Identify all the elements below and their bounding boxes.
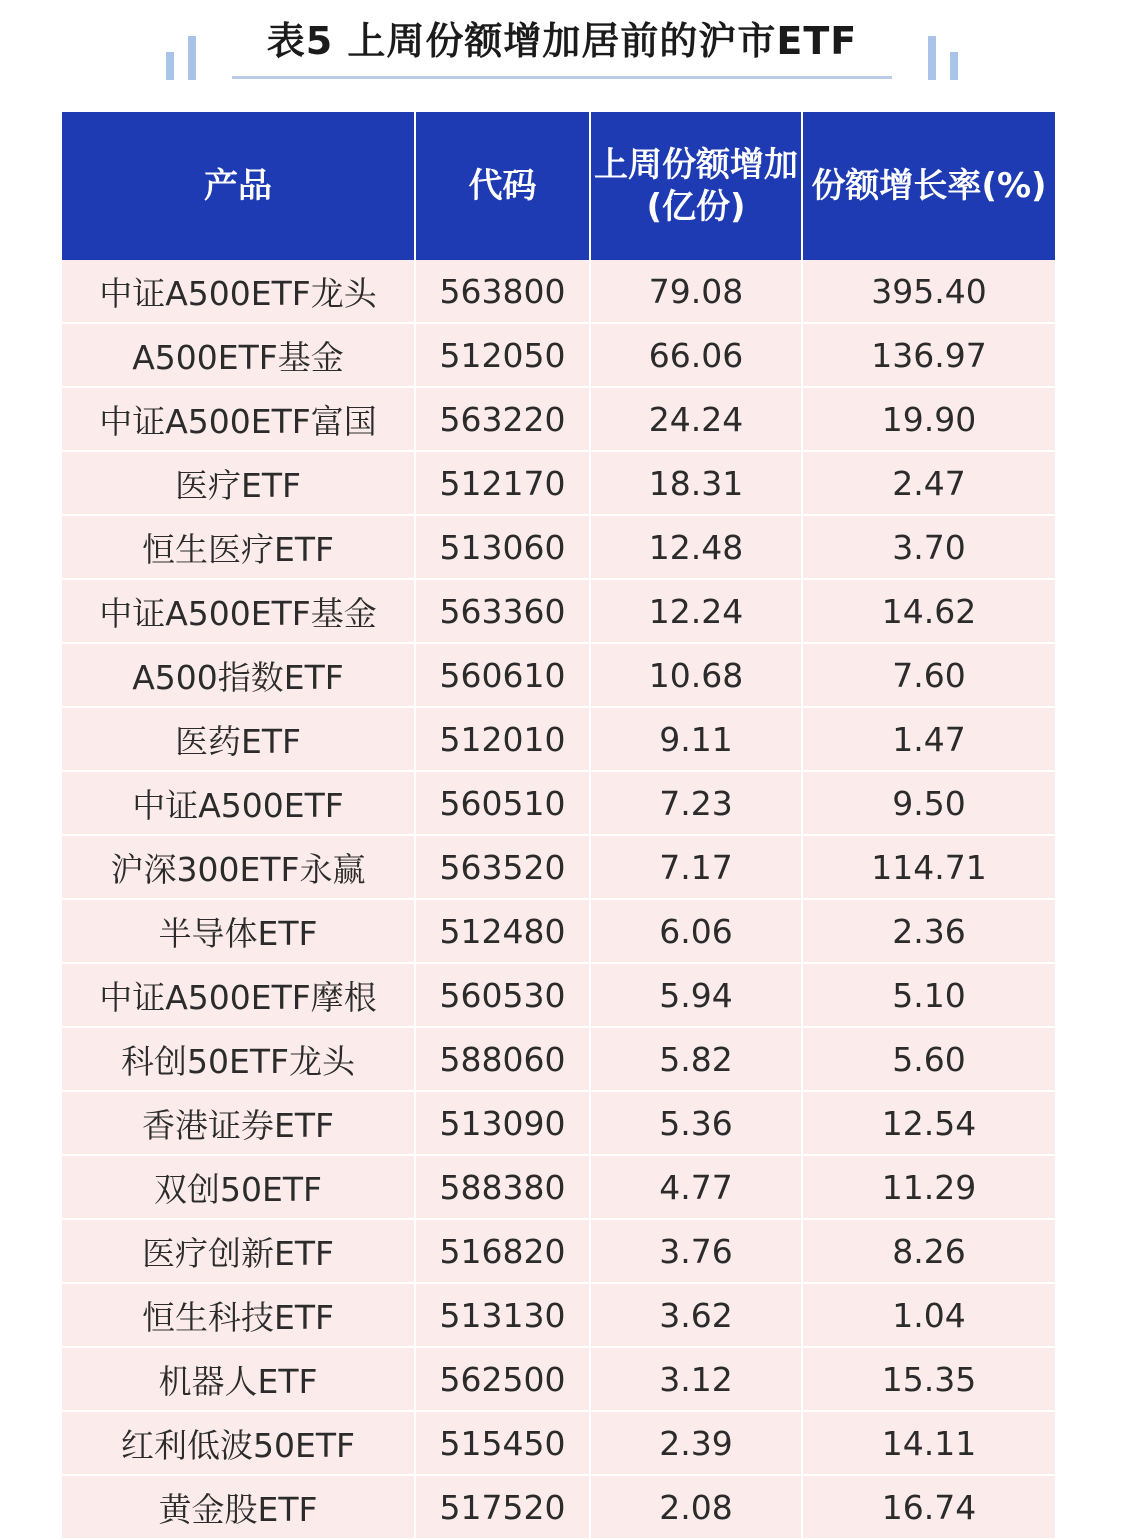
table-row: [62, 963, 1055, 1027]
deco-bar: [166, 52, 174, 80]
header-increase-line2: (亿份): [646, 187, 746, 227]
cell-product: 中证A500ETF: [62, 771, 415, 835]
cell-product: 双创50ETF: [62, 1155, 415, 1219]
cell-increase: 3.62: [590, 1283, 802, 1347]
cell-increase: 6.06: [590, 899, 802, 963]
table-row: [62, 515, 1055, 579]
cell-growth: 7.60: [802, 643, 1055, 707]
table-row: [62, 387, 1055, 451]
cell-growth: 8.26: [802, 1219, 1055, 1283]
cell-code: 513130: [415, 1283, 590, 1347]
cell-growth: 1.04: [802, 1283, 1055, 1347]
title-underline: [232, 76, 892, 79]
cell-increase: 79.08: [590, 260, 802, 323]
cell-growth: 395.40: [802, 260, 1055, 323]
cell-increase: 5.94: [590, 963, 802, 1027]
cell-increase: 3.76: [590, 1219, 802, 1283]
header-increase: [590, 112, 802, 260]
table-row: [62, 771, 1055, 835]
deco-bar: [950, 52, 958, 80]
cell-increase: 12.48: [590, 515, 802, 579]
table-row: [62, 579, 1055, 643]
table-title: 表5 上周份额增加居前的沪市ETF: [266, 19, 858, 63]
cell-product: 半导体ETF: [62, 899, 415, 963]
cell-increase: 12.24: [590, 579, 802, 643]
cell-code: 517520: [415, 1475, 590, 1539]
cell-growth: 5.60: [802, 1027, 1055, 1091]
cell-code: 588380: [415, 1155, 590, 1219]
table-body: [62, 260, 1055, 1539]
cell-product: 医疗ETF: [62, 451, 415, 515]
table-row: [62, 1219, 1055, 1283]
table-row: [62, 1155, 1055, 1219]
cell-product: A500ETF基金: [62, 323, 415, 387]
table-row: [62, 1411, 1055, 1475]
cell-product: A500指数ETF: [62, 643, 415, 707]
cell-product: 中证A500ETF摩根: [62, 963, 415, 1027]
cell-product: 中证A500ETF基金: [62, 579, 415, 643]
table-row: [62, 1347, 1055, 1411]
title-banner: [0, 0, 1125, 100]
cell-code: 512480: [415, 899, 590, 963]
cell-increase: 2.08: [590, 1475, 802, 1539]
header-product: 产品: [62, 112, 415, 260]
header-growth: 份额增长率(%): [802, 112, 1055, 260]
cell-code: 563360: [415, 579, 590, 643]
table-row: [62, 643, 1055, 707]
cell-code: 512050: [415, 323, 590, 387]
cell-increase: 5.36: [590, 1091, 802, 1155]
table-row: [62, 323, 1055, 387]
cell-product: 医疗创新ETF: [62, 1219, 415, 1283]
cell-growth: 2.47: [802, 451, 1055, 515]
cell-growth: 1.47: [802, 707, 1055, 771]
header-code: 代码: [415, 112, 590, 260]
cell-increase: 4.77: [590, 1155, 802, 1219]
cell-growth: 12.54: [802, 1091, 1055, 1155]
cell-product: 科创50ETF龙头: [62, 1027, 415, 1091]
cell-code: 563220: [415, 387, 590, 451]
cell-product: 恒生科技ETF: [62, 1283, 415, 1347]
cell-increase: 2.39: [590, 1411, 802, 1475]
cell-code: 513060: [415, 515, 590, 579]
table-row: [62, 707, 1055, 771]
cell-product: 恒生医疗ETF: [62, 515, 415, 579]
cell-code: 563800: [415, 260, 590, 323]
cell-growth: 136.97: [802, 323, 1055, 387]
cell-increase: 7.17: [590, 835, 802, 899]
header-row: [62, 112, 1055, 260]
cell-growth: 16.74: [802, 1475, 1055, 1539]
cell-code: 560530: [415, 963, 590, 1027]
etf-table: [62, 112, 1055, 1540]
cell-product: 红利低波50ETF: [62, 1411, 415, 1475]
cell-code: 512010: [415, 707, 590, 771]
table-row: [62, 260, 1055, 323]
cell-increase: 18.31: [590, 451, 802, 515]
table-row: [62, 1283, 1055, 1347]
cell-code: 515450: [415, 1411, 590, 1475]
cell-product: 黄金股ETF: [62, 1475, 415, 1539]
cell-product: 中证A500ETF龙头: [62, 260, 415, 323]
cell-growth: 14.62: [802, 579, 1055, 643]
cell-code: 560610: [415, 643, 590, 707]
cell-growth: 9.50: [802, 771, 1055, 835]
cell-code: 513090: [415, 1091, 590, 1155]
cell-code: 516820: [415, 1219, 590, 1283]
deco-bar: [188, 36, 196, 80]
cell-increase: 3.12: [590, 1347, 802, 1411]
cell-product: 中证A500ETF富国: [62, 387, 415, 451]
cell-increase: 5.82: [590, 1027, 802, 1091]
header-increase-line1: 上周份额增加: [594, 145, 798, 185]
cell-increase: 66.06: [590, 323, 802, 387]
cell-code: 512170: [415, 451, 590, 515]
cell-product: 医药ETF: [62, 707, 415, 771]
cell-code: 588060: [415, 1027, 590, 1091]
cell-increase: 7.23: [590, 771, 802, 835]
cell-growth: 114.71: [802, 835, 1055, 899]
cell-increase: 24.24: [590, 387, 802, 451]
cell-increase: 10.68: [590, 643, 802, 707]
cell-increase: 9.11: [590, 707, 802, 771]
table-row: [62, 451, 1055, 515]
table-row: [62, 835, 1055, 899]
cell-code: 560510: [415, 771, 590, 835]
cell-growth: 19.90: [802, 387, 1055, 451]
cell-growth: 2.36: [802, 899, 1055, 963]
table-row: [62, 1475, 1055, 1539]
cell-product: 香港证券ETF: [62, 1091, 415, 1155]
cell-code: 562500: [415, 1347, 590, 1411]
deco-bar: [928, 36, 936, 80]
right-bars-decoration: [928, 36, 968, 82]
cell-growth: 15.35: [802, 1347, 1055, 1411]
cell-code: 563520: [415, 835, 590, 899]
table-header: [62, 112, 1055, 260]
left-bars-decoration: [166, 36, 206, 82]
cell-growth: 5.10: [802, 963, 1055, 1027]
cell-product: 机器人ETF: [62, 1347, 415, 1411]
table-row: [62, 1027, 1055, 1091]
cell-product: 沪深300ETF永赢: [62, 835, 415, 899]
table-row: [62, 899, 1055, 963]
cell-growth: 3.70: [802, 515, 1055, 579]
table-row: [62, 1091, 1055, 1155]
cell-growth: 14.11: [802, 1411, 1055, 1475]
cell-growth: 11.29: [802, 1155, 1055, 1219]
